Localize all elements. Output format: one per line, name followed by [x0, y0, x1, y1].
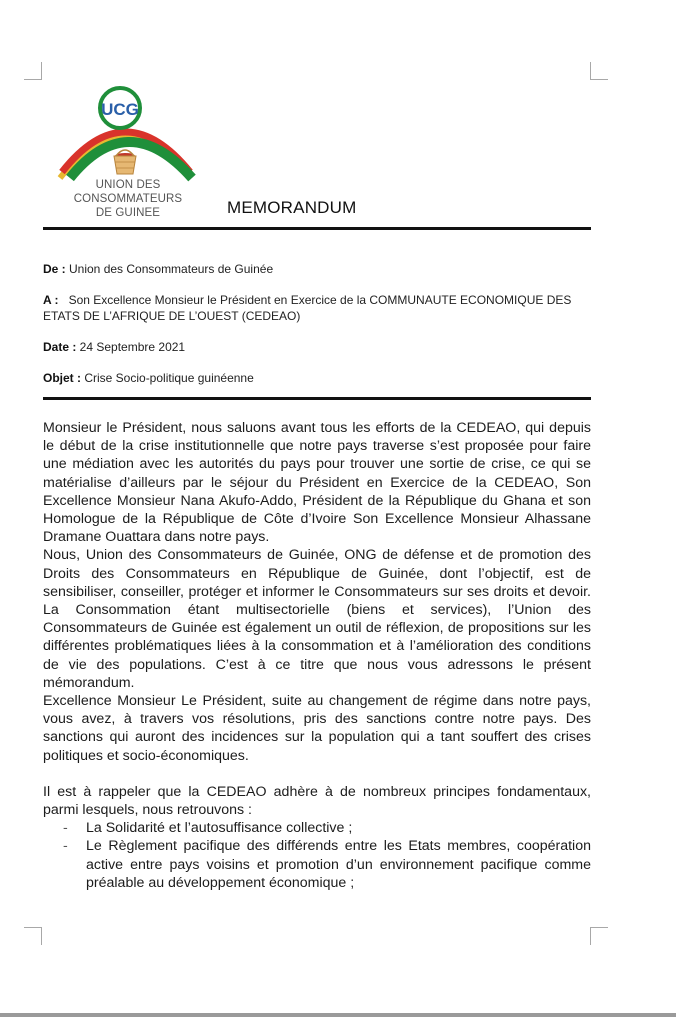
paragraph-principles-intro: Il est à rappeler que la CEDEAO adhère à de nombreux principes fondamentaux, parmi lesquels, nous retrouvons : — [43, 783, 591, 819]
ucg-rainbow-basket-icon — [40, 86, 220, 186]
page-title: MEMORANDUM — [227, 198, 357, 217]
date-value: 24 Septembre 2021 — [76, 340, 186, 354]
paragraph-intro: Monsieur le Président, nous saluons avant tous les efforts de la CEDEAO, qui depuis le début de la crise institutionnelle que notre pays traverse s’est proposée pour faire une médiation avec les autorités du pays pour trouver une sortie de crise, ce qui se matérialise d’ailleurs par le séjour du Président en Exercice de la CEDEAO, Son Excellence Monsieur Nana Akufo-Addo, Président de la République du Ghana et son Homologue de la République de Côte d’Ivoire Son Excellence Monsieur Alhassane Dramane Ouattara dans notre pays. — [43, 420, 591, 546]
to-value: Son Excellence Monsieur le Président en Exercice de la COMMUNAUTE ECONOMIQUE DES ETATS DE L’AFRIQUE DE L’OUEST (CEDEAO) — [43, 293, 575, 323]
memo-body — [43, 419, 591, 892]
paragraph-organization: Nous, Union des Consommateurs de Guinée, ONG de défense et de promotion des Droits des Consommateurs en République de Guinée, dont l’objectif, est de sensibiliser, conseiller, protéger et informer le Consommateurs sur ses droits et devoir. La Consommation étant multisectorielle (biens et services), l’Union des Consommateurs de Guinée est également un outil de réflexion, de propositions sur les différentes problématiques liées à la consommation et à l’amélioration des conditions de vie des populations. C’est à ce titre que nous vous adressons le présent mémorandum. — [43, 547, 591, 691]
paragraph-sanctions: Excellence Monsieur Le Président, suite au changement de régime dans notre pays, vous avez, à travers vos résolutions, pris des sanctions contre notre pays. Des sanctions qui auront des incidences sur la population qui a tant souffert des crises politiques et socio-économiques. — [43, 693, 591, 764]
ucg-badge-text: UCG — [101, 100, 139, 119]
subject-value: Crise Socio-politique guinéenne — [81, 371, 254, 385]
meta-divider — [43, 397, 591, 400]
org-name — [40, 178, 216, 220]
page-corner-mark-top-right — [590, 62, 608, 80]
from-label: De : — [43, 262, 66, 276]
subject-label: Objet : — [43, 371, 81, 385]
principles-list — [43, 819, 591, 892]
date-label: Date : — [43, 340, 77, 354]
org-name-line2: DE GUINEE — [95, 207, 161, 219]
list-item: - La Solidarité et l’autosuffisance collective ; — [43, 819, 591, 837]
meta-date — [43, 339, 595, 355]
org-name-line1: UNION DES CONSOMMATEURS — [73, 179, 183, 205]
meta-from — [43, 261, 595, 277]
from-value: Union des Consommateurs de Guinée — [65, 262, 274, 276]
header-divider — [43, 227, 591, 230]
to-label: A : — [43, 293, 59, 307]
page-corner-mark-bottom-right — [590, 927, 608, 945]
list-item: - Le Règlement pacifique des différends entre les Etats membres, coopération active entre pays voisins et promotion d’un environnement pacifique comme préalable au développement économique ; — [43, 837, 591, 892]
page-corner-mark-top-left — [24, 62, 42, 80]
page-bottom-border — [0, 1013, 676, 1017]
meta-to — [43, 292, 595, 324]
page-corner-mark-bottom-left — [24, 927, 42, 945]
meta-subject — [43, 370, 595, 386]
